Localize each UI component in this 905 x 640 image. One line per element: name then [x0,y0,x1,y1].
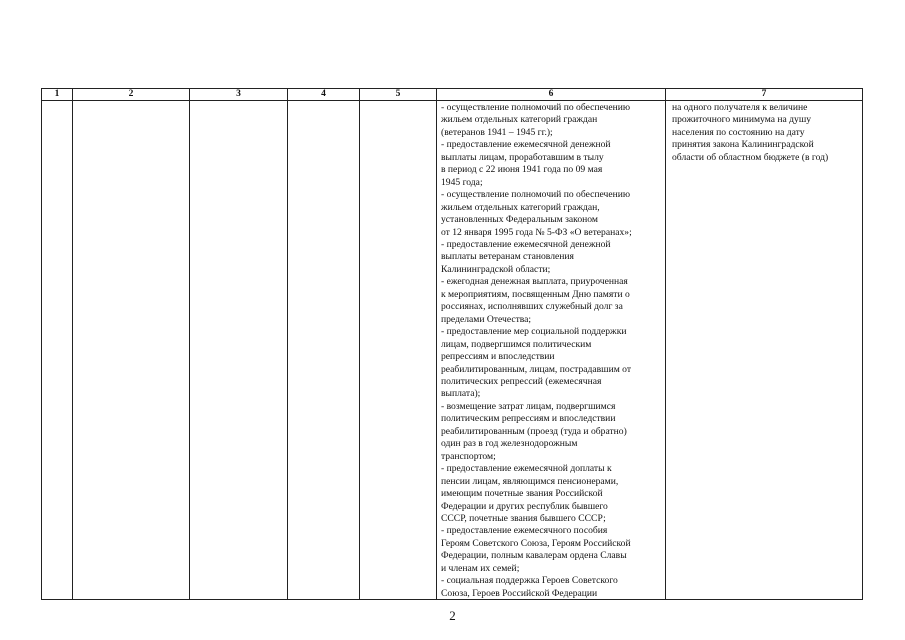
column-header-1: 1 [42,89,73,101]
header-row [42,89,863,101]
text-line: от 12 января 1995 года № 5-ФЗ «О ветеранах»; [441,226,632,238]
text-line: Федерации и других республик бывшего [441,500,608,512]
text-line: установленных Федеральным законом [441,214,598,226]
text-line: - осуществление полномочий по обеспечению [441,102,631,113]
text-line: Калининградской области; [441,263,551,275]
page-number: 2 [449,608,456,623]
text-line: Федерации, полным кавалерам ордена Славы [441,550,627,562]
cell-col-2 [73,101,190,600]
text-line: жильем отдельных категорий граждан, [441,201,600,213]
text-line: - осуществление полномочий по обеспечению [441,189,631,201]
text-line: в период с 22 июня 1941 года по 09 мая [441,164,603,176]
text-line: 1945 года; [441,176,483,188]
text-line: и членам их семей; [441,562,520,574]
text-line: области об областном бюджете (в год) [672,151,829,163]
text-line: на одного получателя к величине [672,102,808,113]
cell-col-1 [42,101,73,600]
text-line: Героям Советского Союза, Героям Российской [441,537,631,549]
text-line: прожиточного минимума на душу [672,114,812,126]
text-line: - предоставление ежемесячной денежной [441,238,611,250]
text-line: транспортом; [441,450,496,462]
text-line: - ежегодная денежная выплата, приуроченная [441,276,628,288]
text-line: реабилитированным, лицам, пострадавшим от [441,363,632,375]
column-header-7: 7 [666,89,863,101]
text-line: пределами Отечества; [441,313,532,325]
text-line: - предоставление ежемесячного пособия [441,525,608,537]
text-line: - возмещение затрат лицам, подвергшимся [441,400,616,412]
col6-text-block [437,101,665,599]
cell-col-7 [666,101,863,600]
text-line: - социальная поддержка Героев Советского [441,575,618,587]
cell-col-5 [360,101,437,600]
text-line: СССР, почетные звания бывшего СССР; [441,512,606,524]
text-line: к мероприятиям, посвященным Дню памяти о [441,288,630,300]
column-header-5: 5 [360,89,437,101]
text-line: населения по состоянию на дату [672,126,805,138]
cell-col-6 [437,101,666,600]
cell-col-3 [190,101,288,600]
table-row [42,101,863,600]
text-line: лицам, подвергшимся политическим [441,338,592,350]
data-table [41,88,863,600]
cell-col-4 [288,101,360,600]
text-line: принятия закона Калининградской [672,139,814,151]
text-line: выплата); [441,388,481,400]
text-line: выплаты ветеранам становления [441,251,574,263]
text-line: - предоставление ежемесячной денежной [441,139,611,151]
text-line: россиянах, исполнявших служебный долг за [441,301,623,313]
column-header-6: 6 [437,89,666,101]
text-line: жильем отдельных категорий граждан [441,114,598,126]
text-line: один раз в год железнодорожным [441,438,578,450]
text-line: - предоставление ежемесячной доплаты к [441,463,612,475]
column-header-2: 2 [73,89,190,101]
text-line: политических репрессий (ежемесячная [441,375,602,387]
column-header-3: 3 [190,89,288,101]
text-line: политическим репрессиям и впоследствии [441,413,616,425]
text-line: реабилитированным (проезд (туда и обратно) [441,425,627,437]
column-header-4: 4 [288,89,360,101]
text-line: имеющим почетные звания Российской [441,488,603,500]
col7-text-block [666,101,862,164]
text-line: - предоставление мер социальной поддержки [441,326,627,338]
text-line: репрессиям и впоследствии [441,351,555,363]
text-line: пенсии лицам, являющимся пенсионерами, [441,475,619,487]
text-line: выплаты лицам, проработавшим в тылу [441,151,604,163]
text-line: (ветеранов 1941 – 1945 гг.); [441,126,553,138]
text-line: Союза, Героев Российской Федерации [441,587,598,599]
